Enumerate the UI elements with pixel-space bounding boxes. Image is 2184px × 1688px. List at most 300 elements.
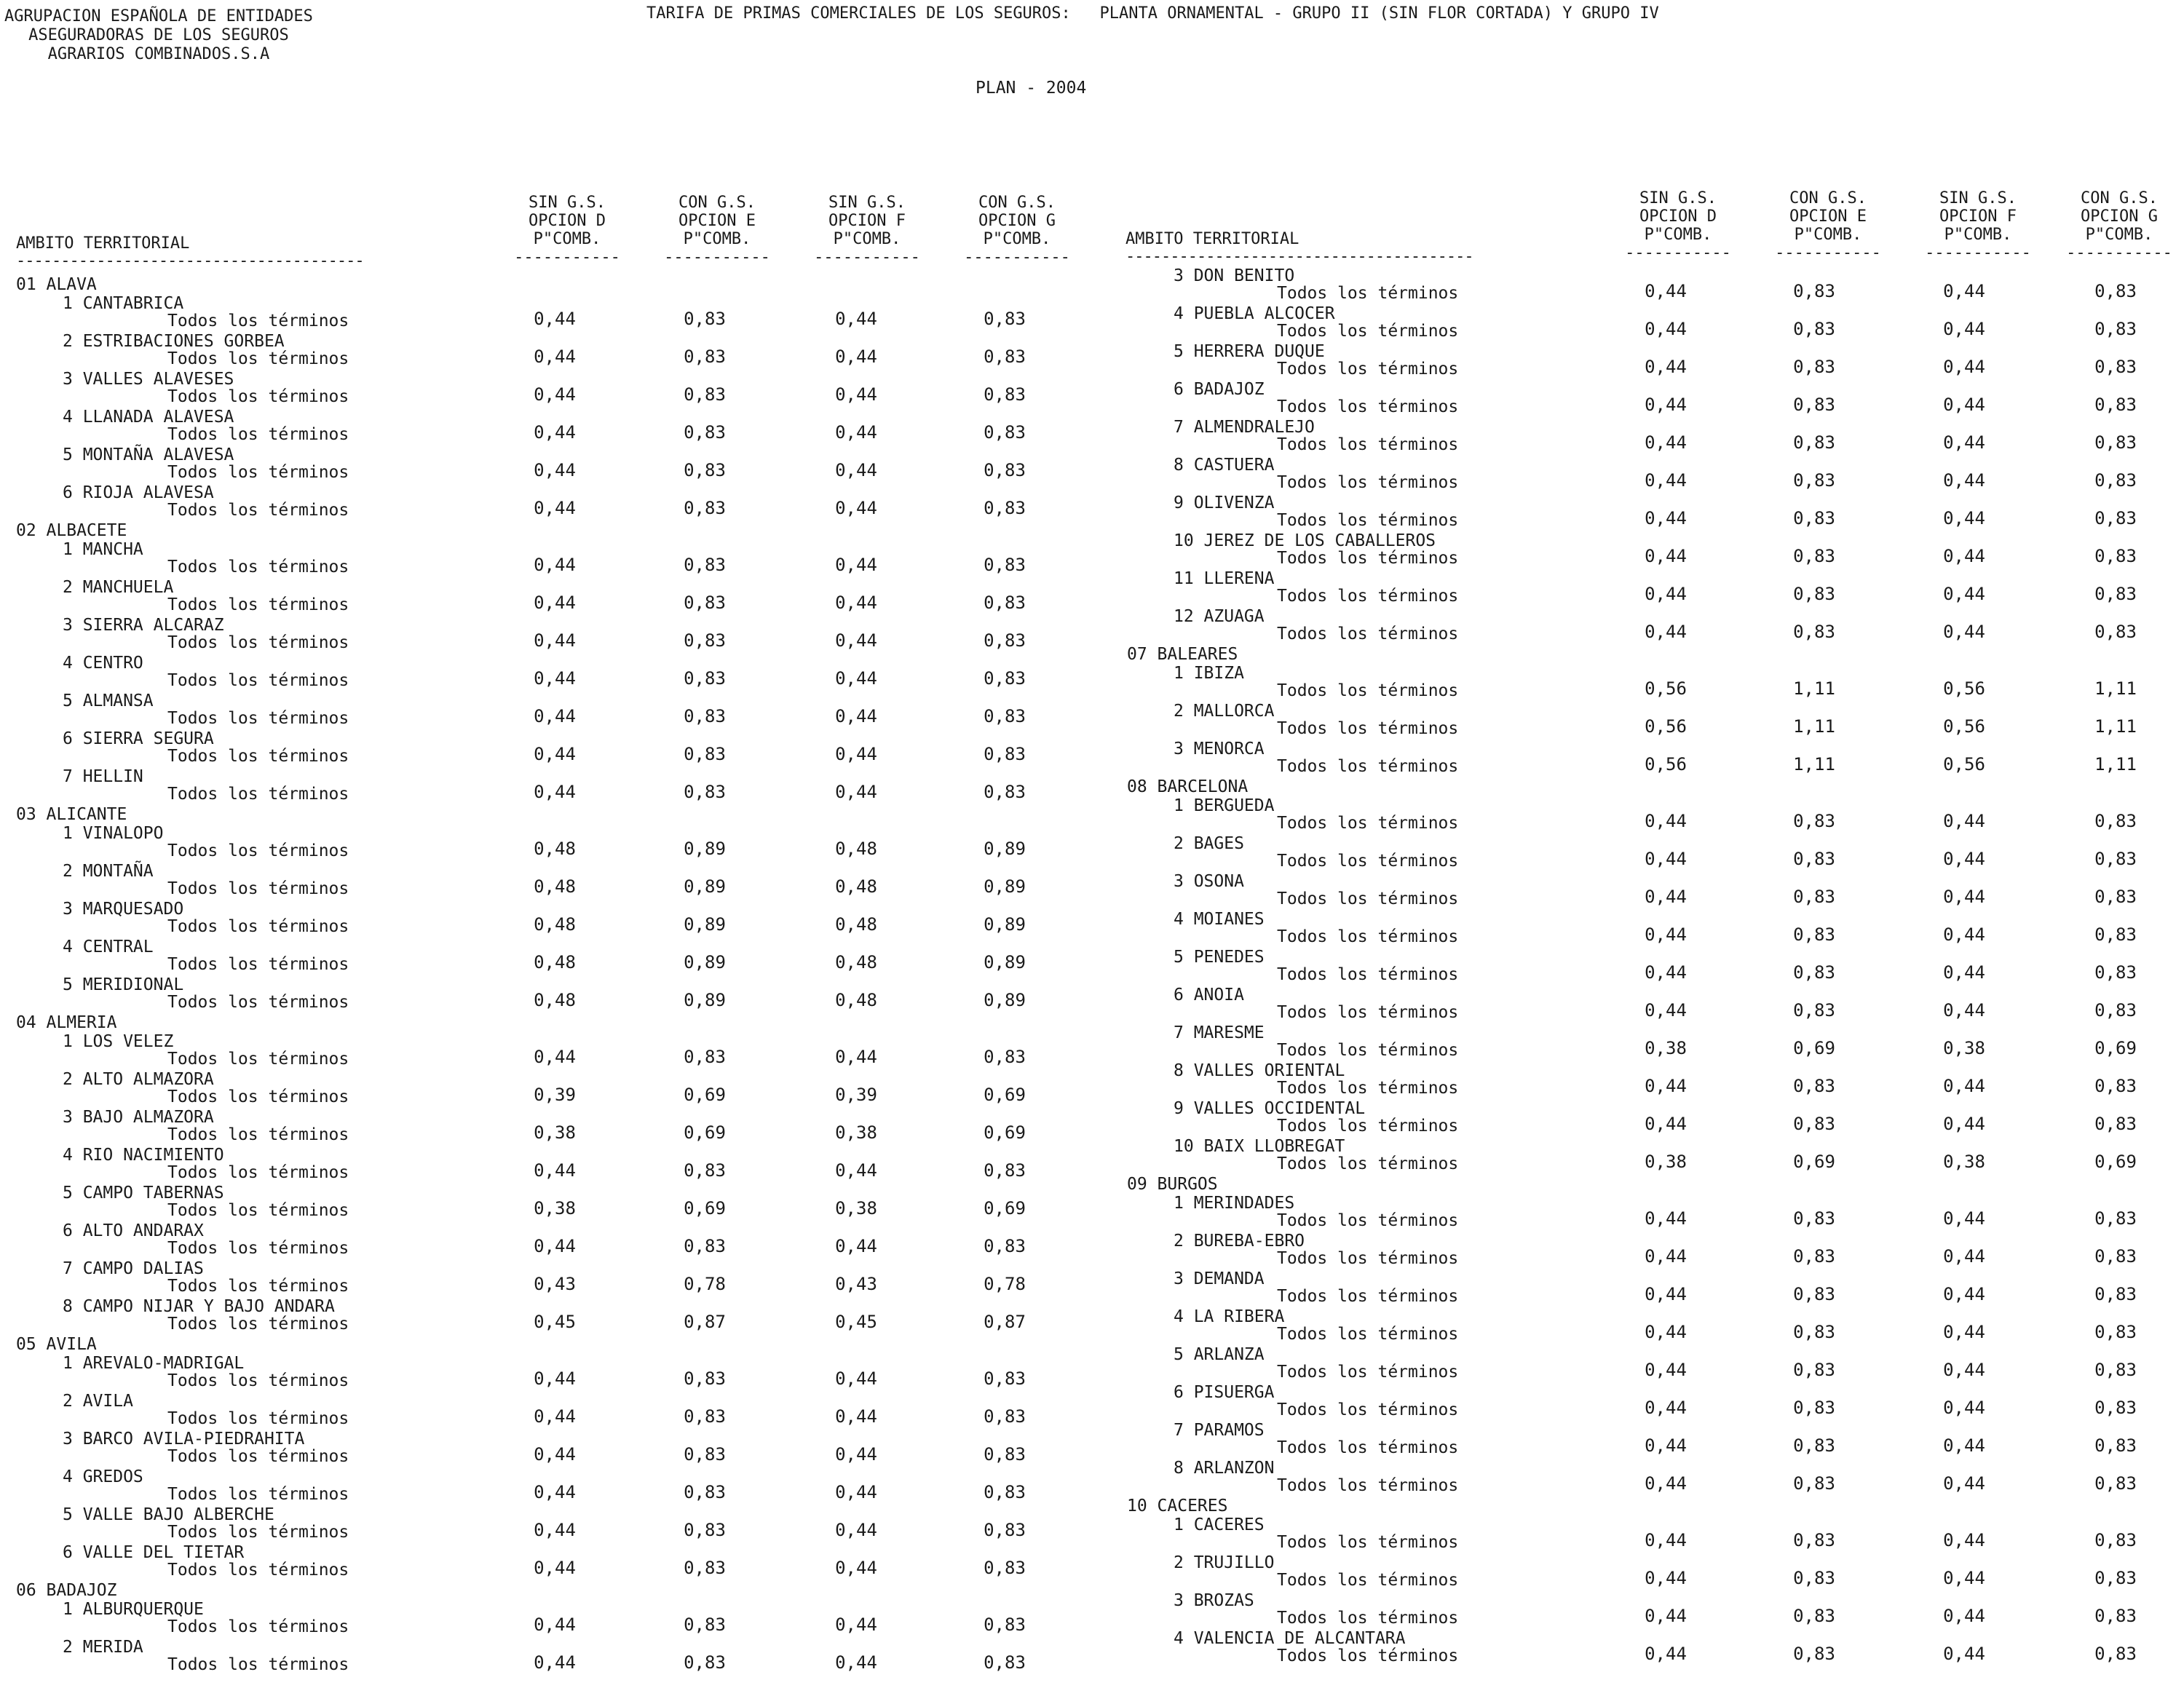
- premium-value-f: 0,38: [1943, 1152, 1985, 1172]
- premium-value-e: 0,83: [1793, 319, 1835, 339]
- premium-value-e: 0,83: [1793, 1435, 1835, 1456]
- premium-value-g: 0,87: [984, 1312, 1026, 1332]
- todos-terminos-label: Todos los términos: [1277, 625, 1459, 643]
- premium-value-f: 0,44: [835, 1614, 877, 1635]
- premium-value-f: 0,44: [1943, 357, 1985, 377]
- comarca-name: 9 OLIVENZA: [1174, 494, 1275, 512]
- comarca-name: 2 BUREBA-EBRO: [1174, 1232, 1305, 1251]
- premium-value-d: 0,48: [534, 839, 576, 859]
- premium-value-g: 0,83: [2094, 319, 2137, 339]
- premium-value-e: 0,83: [684, 1368, 726, 1389]
- header-opcion-d: SIN G.S. OPCION D P"COMB. -----------: [1625, 189, 1731, 262]
- premium-value-d: 0,44: [534, 1558, 576, 1578]
- premium-value-d: 0,44: [1645, 584, 1687, 604]
- premium-value-f: 0,44: [1943, 849, 1985, 869]
- todos-terminos-label: Todos los términos: [167, 785, 349, 804]
- province-heading: 08 BARCELONA: [1127, 777, 1249, 796]
- comarca-name: 8 CASTUERA: [1174, 456, 1275, 475]
- comarca-name: 3 VALLES ALAVESES: [63, 370, 234, 389]
- province-heading: 07 BALEARES: [1127, 645, 1238, 664]
- premium-value-d: 0,44: [534, 460, 576, 480]
- todos-terminos-label: Todos los términos: [1277, 719, 1459, 738]
- premium-value-e: 0,69: [684, 1198, 726, 1219]
- premium-value-d: 0,44: [534, 668, 576, 689]
- header-opcion-e: CON G.S. OPCION E P"COMB. -----------: [664, 194, 770, 266]
- todos-terminos-label: Todos los términos: [167, 1125, 349, 1144]
- premium-value-d: 0,44: [1645, 1473, 1687, 1494]
- premium-value-g: 0,83: [2094, 1568, 2137, 1588]
- premium-value-e: 0,83: [1793, 1644, 1835, 1664]
- premium-value-g: 0,83: [2094, 395, 2137, 415]
- todos-terminos-label: Todos los términos: [1277, 1647, 1459, 1665]
- comarca-name: 6 SIERRA SEGURA: [63, 729, 214, 748]
- premium-value-d: 0,44: [1645, 319, 1687, 339]
- premium-value-g: 0,83: [984, 593, 1026, 613]
- todos-terminos-label: Todos los términos: [167, 917, 349, 936]
- premium-value-f: 0,38: [835, 1198, 877, 1219]
- premium-value-g: 0,83: [984, 422, 1026, 443]
- premium-value-f: 0,44: [1943, 395, 1985, 415]
- premium-value-e: 0,83: [1793, 622, 1835, 642]
- todos-terminos-label: Todos los términos: [167, 1277, 349, 1296]
- premium-value-e: 0,83: [684, 1444, 726, 1465]
- comarca-name: 2 BAGES: [1174, 834, 1244, 853]
- todos-terminos-label: Todos los términos: [1277, 852, 1459, 871]
- todos-terminos-label: Todos los términos: [1277, 681, 1459, 700]
- premium-value-d: 0,44: [1645, 1208, 1687, 1229]
- premium-value-g: 0,83: [984, 630, 1026, 651]
- todos-terminos-label: Todos los términos: [1277, 1079, 1459, 1098]
- premium-value-d: 0,44: [1645, 1606, 1687, 1626]
- premium-value-f: 0,44: [835, 1160, 877, 1181]
- premium-value-d: 0,44: [534, 384, 576, 405]
- premium-value-e: 0,83: [1793, 281, 1835, 301]
- premium-value-f: 0,44: [835, 1520, 877, 1540]
- comarca-name: 1 IBIZA: [1174, 664, 1244, 683]
- premium-value-f: 0,38: [1943, 1038, 1985, 1058]
- province-heading: 10 CACERES: [1127, 1497, 1228, 1515]
- todos-terminos-label: Todos los términos: [1277, 889, 1459, 908]
- premium-value-f: 0,44: [1943, 319, 1985, 339]
- premium-value-f: 0,44: [835, 309, 877, 329]
- premium-value-f: 0,44: [835, 744, 877, 764]
- premium-value-f: 0,44: [1943, 1114, 1985, 1134]
- comarca-name: 7 ALMENDRALEJO: [1174, 418, 1315, 437]
- premium-value-e: 0,87: [684, 1312, 726, 1332]
- premium-value-g: 0,83: [984, 706, 1026, 726]
- province-heading: 01 ALAVA: [16, 275, 97, 294]
- comarca-name: 10 JEREZ DE LOS CABALLEROS: [1174, 531, 1436, 550]
- todos-terminos-label: Todos los términos: [167, 1485, 349, 1504]
- premium-value-f: 0,44: [835, 593, 877, 613]
- comarca-name: 8 VALLES ORIENTAL: [1174, 1061, 1345, 1080]
- premium-value-e: 0,83: [1793, 811, 1835, 831]
- premium-value-e: 0,83: [684, 1047, 726, 1067]
- comarca-name: 7 MARESME: [1174, 1023, 1265, 1042]
- todos-terminos-label: Todos los términos: [167, 709, 349, 728]
- header-opcion-f: SIN G.S. OPCION F P"COMB. -----------: [1925, 189, 2031, 262]
- premium-value-d: 0,44: [1645, 811, 1687, 831]
- premium-value-g: 0,83: [2094, 470, 2137, 491]
- premium-value-d: 0,56: [1645, 678, 1687, 699]
- premium-value-e: 0,83: [684, 422, 726, 443]
- premium-value-e: 0,83: [684, 1160, 726, 1181]
- todos-terminos-label: Todos los términos: [167, 1371, 349, 1390]
- comarca-name: 3 OSONA: [1174, 872, 1244, 891]
- premium-value-g: 0,83: [984, 346, 1026, 367]
- premium-value-f: 0,44: [1943, 1606, 1985, 1626]
- comarca-name: 3 DON BENITO: [1174, 266, 1295, 285]
- todos-terminos-label: Todos los términos: [1277, 1609, 1459, 1628]
- todos-terminos-label: Todos los términos: [1277, 814, 1459, 833]
- premium-value-g: 0,69: [2094, 1038, 2137, 1058]
- todos-terminos-label: Todos los términos: [167, 747, 349, 766]
- premium-value-g: 0,83: [984, 1482, 1026, 1502]
- premium-value-e: 0,83: [1793, 849, 1835, 869]
- todos-terminos-label: Todos los términos: [167, 425, 349, 444]
- comarca-name: 6 ALTO ANDARAX: [63, 1221, 204, 1240]
- premium-value-f: 0,44: [835, 1047, 877, 1067]
- premium-value-d: 0,38: [1645, 1152, 1687, 1172]
- premium-value-g: 0,83: [984, 782, 1026, 802]
- comarca-name: 1 CACERES: [1174, 1515, 1265, 1534]
- premium-value-e: 0,83: [684, 1236, 726, 1256]
- premium-value-g: 0,83: [984, 1236, 1026, 1256]
- premium-value-e: 0,89: [684, 876, 726, 897]
- premium-value-g: 0,83: [984, 744, 1026, 764]
- premium-value-f: 0,48: [835, 952, 877, 972]
- premium-value-e: 0,89: [684, 990, 726, 1010]
- premium-value-e: 0,83: [1793, 1114, 1835, 1134]
- premium-value-e: 0,83: [684, 630, 726, 651]
- todos-terminos-label: Todos los términos: [1277, 473, 1459, 492]
- premium-value-g: 0,83: [2094, 1246, 2137, 1267]
- comarca-name: 8 CAMPO NIJAR Y BAJO ANDARA: [63, 1297, 335, 1316]
- premium-value-g: 0,83: [2094, 811, 2137, 831]
- premium-value-f: 0,44: [1943, 1284, 1985, 1304]
- premium-value-d: 0,48: [534, 914, 576, 935]
- comarca-name: 4 GREDOS: [63, 1467, 143, 1486]
- premium-value-d: 0,39: [534, 1085, 576, 1105]
- premium-value-d: 0,44: [534, 593, 576, 613]
- premium-value-d: 0,56: [1645, 716, 1687, 737]
- plan-year: PLAN - 2004: [976, 79, 1087, 98]
- premium-value-g: 0,83: [984, 555, 1026, 575]
- premium-value-d: 0,44: [534, 1520, 576, 1540]
- premium-value-g: 0,83: [984, 1368, 1026, 1389]
- premium-value-f: 0,44: [835, 630, 877, 651]
- comarca-name: 11 LLERENA: [1174, 569, 1275, 588]
- todos-terminos-label: Todos los términos: [1277, 1211, 1459, 1230]
- premium-value-f: 0,44: [1943, 584, 1985, 604]
- comarca-name: 1 MERINDADES: [1174, 1194, 1295, 1213]
- premium-value-f: 0,45: [835, 1312, 877, 1332]
- ambito-underline: ---------------------------------------: [16, 252, 364, 270]
- todos-terminos-label: Todos los términos: [1277, 397, 1459, 416]
- premium-value-f: 0,44: [835, 782, 877, 802]
- premium-value-g: 0,83: [984, 1406, 1026, 1427]
- todos-terminos-label: Todos los términos: [1277, 1154, 1459, 1173]
- todos-terminos-label: Todos los términos: [167, 1523, 349, 1542]
- todos-terminos-label: Todos los términos: [167, 387, 349, 406]
- premium-value-f: 0,44: [835, 1444, 877, 1465]
- premium-value-f: 0,39: [835, 1085, 877, 1105]
- premium-value-d: 0,44: [1645, 622, 1687, 642]
- premium-value-g: 0,69: [984, 1085, 1026, 1105]
- premium-value-d: 0,44: [1645, 1360, 1687, 1380]
- todos-terminos-label: Todos los términos: [1277, 1325, 1459, 1344]
- premium-value-e: 0,83: [1793, 1208, 1835, 1229]
- todos-terminos-label: Todos los términos: [167, 671, 349, 690]
- premium-value-e: 0,83: [1793, 1606, 1835, 1626]
- todos-terminos-label: Todos los términos: [1277, 1476, 1459, 1495]
- premium-value-e: 0,83: [1793, 1473, 1835, 1494]
- premium-value-e: 0,83: [684, 782, 726, 802]
- premium-value-d: 0,43: [534, 1274, 576, 1294]
- premium-value-e: 0,83: [1793, 1398, 1835, 1418]
- premium-value-f: 0,44: [1943, 1246, 1985, 1267]
- premium-value-g: 0,69: [984, 1198, 1026, 1219]
- todos-terminos-label: Todos los términos: [1277, 1438, 1459, 1457]
- premium-value-g: 0,83: [2094, 357, 2137, 377]
- premium-value-d: 0,44: [1645, 1568, 1687, 1588]
- premium-value-g: 0,83: [984, 1520, 1026, 1540]
- premium-value-f: 0,43: [835, 1274, 877, 1294]
- premium-value-e: 0,83: [684, 1520, 726, 1540]
- comarca-name: 12 AZUAGA: [1174, 607, 1265, 626]
- todos-terminos-label: Todos los términos: [167, 1239, 349, 1258]
- premium-value-d: 0,44: [1645, 1076, 1687, 1096]
- premium-value-d: 0,44: [1645, 546, 1687, 566]
- comarca-name: 6 PISUERGA: [1174, 1383, 1275, 1402]
- comarca-name: 9 VALLES OCCIDENTAL: [1174, 1099, 1366, 1118]
- premium-value-f: 0,56: [1943, 716, 1985, 737]
- todos-terminos-label: Todos los términos: [167, 463, 349, 482]
- premium-value-d: 0,44: [534, 346, 576, 367]
- premium-value-e: 0,83: [1793, 508, 1835, 528]
- premium-value-d: 0,44: [1645, 432, 1687, 453]
- premium-value-e: 0,89: [684, 914, 726, 935]
- comarca-name: 7 HELLIN: [63, 767, 143, 786]
- premium-value-d: 0,38: [534, 1198, 576, 1219]
- todos-terminos-label: Todos los términos: [1277, 587, 1459, 606]
- premium-value-d: 0,44: [534, 744, 576, 764]
- premium-value-d: 0,44: [534, 706, 576, 726]
- header-opcion-d: SIN G.S. OPCION D P"COMB. -----------: [514, 194, 620, 266]
- todos-terminos-label: Todos los términos: [1277, 284, 1459, 303]
- comarca-name: 6 VALLE DEL TIETAR: [63, 1543, 245, 1562]
- premium-value-d: 0,44: [534, 782, 576, 802]
- comarca-name: 2 AVILA: [63, 1392, 133, 1411]
- premium-value-e: 0,83: [684, 346, 726, 367]
- todos-terminos-label: Todos los términos: [1277, 322, 1459, 341]
- premium-value-f: 0,44: [1943, 811, 1985, 831]
- comarca-name: 3 MENORCA: [1174, 740, 1265, 758]
- premium-value-e: 0,83: [1793, 962, 1835, 983]
- comarca-name: 4 RIO NACIMIENTO: [63, 1146, 224, 1165]
- todos-terminos-label: Todos los términos: [1277, 927, 1459, 946]
- premium-value-g: 0,89: [984, 876, 1026, 897]
- premium-value-d: 0,44: [534, 1482, 576, 1502]
- premium-value-f: 0,38: [835, 1122, 877, 1143]
- premium-value-f: 0,48: [835, 839, 877, 859]
- todos-terminos-label: Todos los términos: [167, 1315, 349, 1334]
- premium-value-d: 0,48: [534, 876, 576, 897]
- premium-value-f: 0,44: [1943, 622, 1985, 642]
- premium-value-e: 0,83: [1793, 887, 1835, 907]
- todos-terminos-label: Todos los términos: [167, 349, 349, 368]
- premium-value-g: 0,83: [2094, 887, 2137, 907]
- premium-value-g: 1,11: [2094, 678, 2137, 699]
- premium-value-e: 1,11: [1793, 678, 1835, 699]
- premium-value-e: 0,83: [1793, 1530, 1835, 1550]
- header-opcion-g: CON G.S. OPCION G P"COMB. -----------: [964, 194, 1070, 266]
- todos-terminos-label: Todos los términos: [1277, 757, 1459, 776]
- todos-terminos-label: Todos los términos: [167, 1561, 349, 1580]
- premium-value-g: 0,83: [984, 668, 1026, 689]
- premium-value-f: 0,44: [1943, 1000, 1985, 1021]
- todos-terminos-label: Todos los términos: [1277, 435, 1459, 454]
- premium-value-e: 0,83: [1793, 432, 1835, 453]
- premium-value-f: 0,44: [1943, 1435, 1985, 1456]
- premium-value-d: 0,44: [1645, 1114, 1687, 1134]
- premium-value-d: 0,48: [534, 990, 576, 1010]
- premium-value-d: 0,44: [1645, 470, 1687, 491]
- premium-value-e: 0,83: [1793, 1322, 1835, 1342]
- premium-value-d: 0,44: [534, 1652, 576, 1673]
- comarca-name: 5 ARLANZA: [1174, 1345, 1265, 1364]
- premium-value-f: 0,44: [1943, 1322, 1985, 1342]
- premium-value-g: 0,83: [2094, 1322, 2137, 1342]
- premium-value-e: 0,89: [684, 952, 726, 972]
- comarca-name: 3 MARQUESADO: [63, 900, 184, 919]
- premium-value-g: 0,83: [2094, 546, 2137, 566]
- premium-value-f: 0,44: [835, 1236, 877, 1256]
- comarca-name: 2 ALTO ALMAZORA: [63, 1070, 214, 1089]
- premium-value-d: 0,44: [1645, 1000, 1687, 1021]
- premium-value-f: 0,44: [1943, 1360, 1985, 1380]
- premium-value-f: 0,44: [1943, 546, 1985, 566]
- premium-value-f: 0,56: [1943, 754, 1985, 774]
- premium-value-e: 0,83: [1793, 584, 1835, 604]
- premium-value-f: 0,44: [1943, 508, 1985, 528]
- todos-terminos-label: Todos los términos: [167, 879, 349, 898]
- premium-value-f: 0,44: [1943, 432, 1985, 453]
- comarca-name: 1 VINALOPO: [63, 824, 164, 843]
- todos-terminos-label: Todos los términos: [1277, 1249, 1459, 1268]
- province-heading: 04 ALMERIA: [16, 1013, 117, 1032]
- premium-value-d: 0,44: [1645, 1284, 1687, 1304]
- premium-value-f: 0,44: [1943, 1473, 1985, 1494]
- premium-value-e: 0,83: [684, 668, 726, 689]
- premium-value-d: 0,44: [1645, 887, 1687, 907]
- todos-terminos-label: Todos los términos: [167, 501, 349, 520]
- premium-value-g: 0,69: [984, 1122, 1026, 1143]
- comarca-name: 2 TRUJILLO: [1174, 1553, 1275, 1572]
- premium-value-d: 0,44: [534, 1406, 576, 1427]
- comarca-name: 2 MANCHUELA: [63, 578, 174, 597]
- premium-value-e: 0,83: [684, 1482, 726, 1502]
- premium-value-g: 0,83: [2094, 1435, 2137, 1456]
- comarca-name: 5 MONTAÑA ALAVESA: [63, 445, 234, 464]
- premium-value-e: 0,83: [684, 706, 726, 726]
- premium-value-g: 0,83: [2094, 1606, 2137, 1626]
- premium-value-d: 0,44: [534, 309, 576, 329]
- premium-value-e: 0,83: [684, 1558, 726, 1578]
- header-opcion-f: SIN G.S. OPCION F P"COMB. -----------: [814, 194, 920, 266]
- premium-value-f: 0,44: [835, 498, 877, 518]
- comarca-name: 2 ESTRIBACIONES GORBEA: [63, 332, 285, 351]
- todos-terminos-label: Todos los términos: [167, 1409, 349, 1428]
- comarca-name: 4 CENTRO: [63, 654, 143, 673]
- premium-value-d: 0,44: [1645, 357, 1687, 377]
- ambito-header: AMBITO TERRITORIAL: [16, 234, 190, 253]
- comarca-name: 5 ALMANSA: [63, 692, 154, 710]
- premium-value-f: 0,56: [1943, 678, 1985, 699]
- premium-value-e: 0,83: [1793, 1076, 1835, 1096]
- todos-terminos-label: Todos los términos: [1277, 549, 1459, 568]
- premium-value-d: 0,44: [534, 498, 576, 518]
- todos-terminos-label: Todos los términos: [167, 1655, 349, 1674]
- premium-value-d: 0,44: [1645, 1322, 1687, 1342]
- premium-value-g: 0,83: [2094, 1530, 2137, 1550]
- comarca-name: 3 SIERRA ALCARAZ: [63, 616, 224, 635]
- premium-value-d: 0,44: [1645, 281, 1687, 301]
- organization-name: [4, 7, 313, 64]
- premium-value-f: 0,44: [835, 1652, 877, 1673]
- premium-value-f: 0,44: [1943, 1076, 1985, 1096]
- todos-terminos-label: Todos los términos: [1277, 1003, 1459, 1022]
- org-line-3: AGRARIOS COMBINADOS.S.A: [47, 45, 270, 63]
- todos-terminos-label: Todos los términos: [167, 595, 349, 614]
- premium-value-f: 0,44: [835, 1482, 877, 1502]
- comarca-name: 5 VALLE BAJO ALBERCHE: [63, 1505, 274, 1524]
- todos-terminos-label: Todos los términos: [1277, 1363, 1459, 1382]
- todos-terminos-label: Todos los términos: [167, 841, 349, 860]
- premium-value-d: 0,44: [1645, 962, 1687, 983]
- premium-value-e: 1,11: [1793, 754, 1835, 774]
- comarca-name: 1 BERGUEDA: [1174, 796, 1275, 815]
- premium-value-e: 0,83: [1793, 1568, 1835, 1588]
- comarca-name: 5 MERIDIONAL: [63, 975, 184, 994]
- premium-value-e: 1,11: [1793, 716, 1835, 737]
- premium-value-e: 0,83: [684, 1652, 726, 1673]
- comarca-name: 3 BARCO AVILA-PIEDRAHITA: [63, 1430, 305, 1449]
- province-heading: 03 ALICANTE: [16, 805, 127, 824]
- premium-value-e: 0,83: [1793, 1000, 1835, 1021]
- comarca-name: 1 ALBURQUERQUE: [63, 1600, 204, 1619]
- comarca-name: 5 PENEDES: [1174, 948, 1265, 967]
- premium-value-g: 0,83: [2094, 1076, 2137, 1096]
- premium-value-e: 0,83: [1793, 546, 1835, 566]
- premium-value-e: 0,69: [684, 1085, 726, 1105]
- premium-value-g: 0,83: [2094, 924, 2137, 945]
- premium-value-f: 0,44: [1943, 1398, 1985, 1418]
- comarca-name: 5 CAMPO TABERNAS: [63, 1184, 224, 1202]
- document-title: TARIFA DE PRIMAS COMERCIALES DE LOS SEGUROS: PLANTA ORNAMENTAL - GRUPO II (SIN FLOR CORTADA) Y GRUPO IV: [646, 4, 1659, 23]
- todos-terminos-label: Todos los términos: [1277, 965, 1459, 984]
- premium-value-d: 0,44: [534, 630, 576, 651]
- premium-value-e: 0,83: [1793, 470, 1835, 491]
- premium-value-f: 0,44: [835, 460, 877, 480]
- province-heading: 05 AVILA: [16, 1335, 97, 1354]
- comarca-name: 6 ANOIA: [1174, 986, 1244, 1005]
- premium-value-g: 0,78: [984, 1274, 1026, 1294]
- province-heading: 02 ALBACETE: [16, 521, 127, 540]
- premium-value-e: 0,83: [684, 1614, 726, 1635]
- premium-value-f: 0,44: [1943, 887, 1985, 907]
- todos-terminos-label: Todos los términos: [167, 633, 349, 652]
